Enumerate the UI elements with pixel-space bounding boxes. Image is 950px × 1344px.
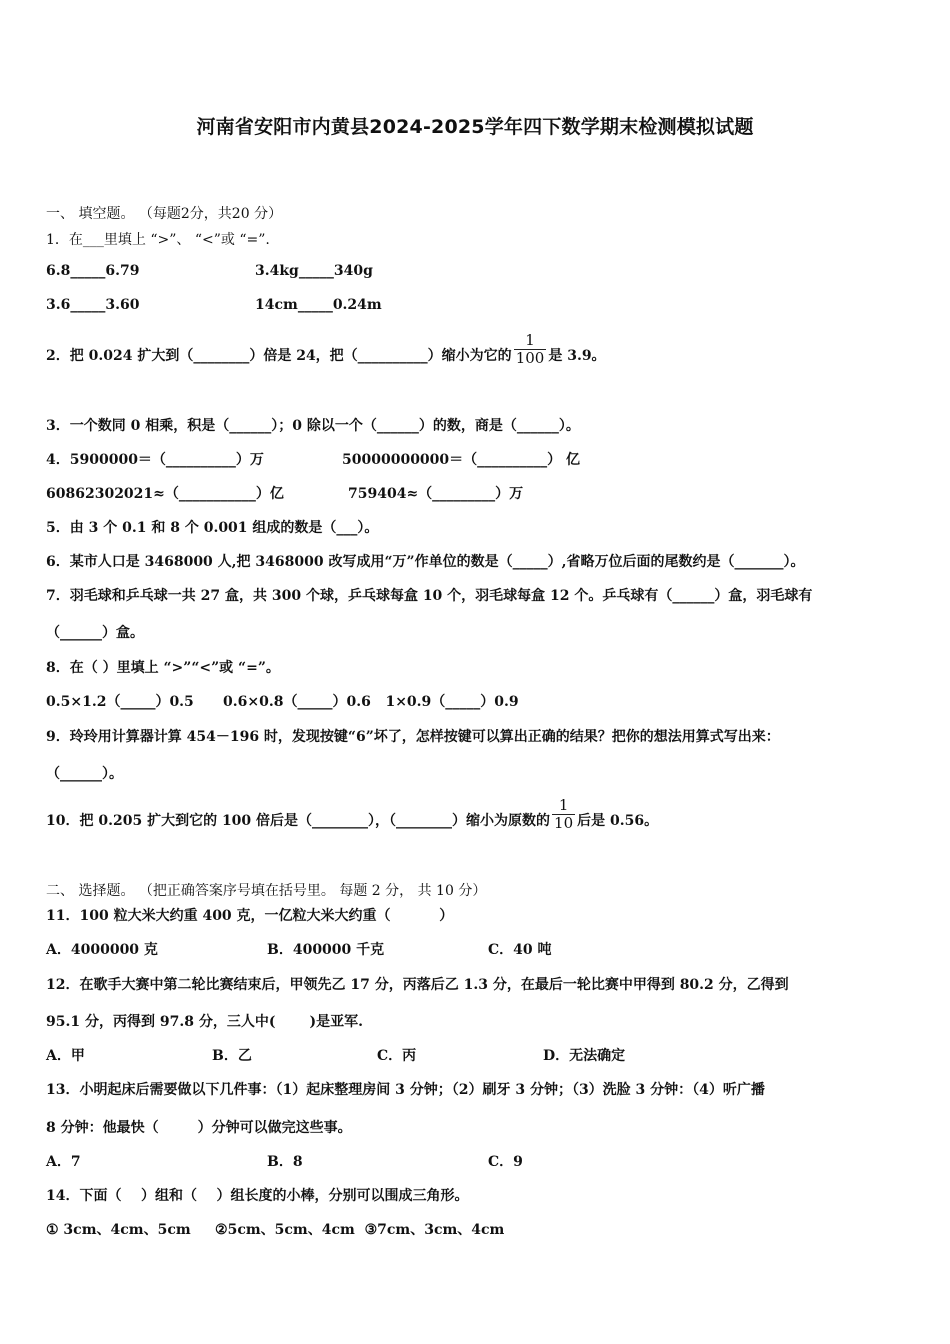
- question-4-item-a: 4．5900000＝（__________）万: [46, 452, 264, 468]
- question-4-item-b: 50000000000＝（__________） 亿: [342, 452, 581, 468]
- question-7-line-2: （______）盒。: [46, 625, 144, 641]
- question-14-stem: 14．下面（ ）组和（ ）组长度的小棒，分别可以围成三角形。: [46, 1188, 469, 1204]
- question-9-line-1: 9．玲玲用计算器计算 454－196 时，发现按键“6”坏了，怎样按键可以算出正确的结果？把你的想法用算式写出来：: [46, 729, 780, 745]
- question-5: 5．由 3 个 0.1 和 8 个 0.001 组成的数是（___）。: [46, 520, 379, 536]
- fraction-one-tenth: [552, 797, 575, 833]
- question-1-item-b: 3.4kg_____340g: [255, 263, 373, 279]
- question-11-stem: 11．100 粒大米大约重 400 克，一亿粒大米大约重（ ）: [46, 908, 454, 924]
- question-9-line-2: （______）。: [46, 766, 123, 782]
- question-11-option-b: B．400000 千克: [267, 942, 385, 958]
- question-11-option-a: A．4000000 克: [46, 942, 158, 958]
- question-6: 6．某市人口是 3468000 人,把 3468000 改写成用“万”作单位的数是（_____）,省略万位后面的尾数约是（_______）。: [46, 554, 805, 570]
- question-12-option-c: C．丙: [377, 1048, 417, 1064]
- question-7-line-1: 7．羽毛球和乒乓球一共 27 盒，共 300 个球，乒乓球每盒 10 个，羽毛球每盒 12 个。乒乓球有（______）盒，羽毛球有: [46, 588, 813, 604]
- question-8-items: 0.5×1.2（_____）0.5 0.6×0.8（_____）0.6 1×0.9（_____）0.9: [46, 694, 519, 710]
- fraction-denominator: 100: [515, 349, 545, 368]
- question-12-line-2: 95.1 分，丙得到 97.8 分，三人中( )是亚军.: [46, 1014, 364, 1030]
- question-13-option-a: A．7: [46, 1154, 81, 1170]
- fraction-numerator: 1: [558, 796, 569, 814]
- question-11-option-c: C．40 吨: [488, 942, 552, 958]
- question-4-item-d: 759404≈（_________）万: [348, 486, 524, 502]
- question-14-options: ① 3cm、4cm、5cm ②5cm、5cm、4cm ③7cm、3cm、4cm: [46, 1222, 505, 1238]
- question-13-option-b: B．8: [267, 1154, 303, 1170]
- question-1-item-a: 6.8_____6.79: [46, 263, 140, 279]
- section-heading-fill: 一、 填空题。 （每题2分，共20 分）: [46, 206, 283, 222]
- question-8-stem: 8．在（ ）里填上 “>”“<”或 “=”。: [46, 660, 280, 676]
- question-2-pre: 2．把 0.024 扩大到（________）倍是 24，把（__________）缩小为它的: [46, 347, 512, 364]
- question-12-option-a: A．甲: [46, 1048, 85, 1064]
- question-4-item-c: 60862302021≈（___________）亿: [46, 486, 284, 502]
- question-2-post: 是 3.9。: [548, 347, 606, 364]
- section-heading-choice: 二、 选择题。 （把正确答案序号填在括号里。 每题 2 分， 共 10 分）: [46, 883, 487, 899]
- fraction-one-hundredth: [514, 332, 547, 368]
- question-12-option-b: B．乙: [212, 1048, 252, 1064]
- question-3: 3．一个数同 0 相乘，积是（______）；0 除以一个（______）的数，商是（______）。: [46, 418, 580, 434]
- question-13-option-c: C．9: [488, 1154, 523, 1170]
- question-1-item-d: 14cm_____0.24m: [255, 297, 382, 313]
- question-12-option-d: D．无法确定: [543, 1048, 626, 1064]
- question-13-line-2: 8 分钟：他最快（ ）分钟可以做完这些事。: [46, 1120, 352, 1136]
- question-12-line-1: 12．在歌手大赛中第二轮比赛结束后，甲领先乙 17 分，丙落后乙 1.3 分，在最后一轮比赛中甲得到 80.2 分，乙得到: [46, 977, 789, 993]
- fraction-denominator: 10: [554, 814, 574, 833]
- question-1-item-c: 3.6_____3.60: [46, 297, 140, 313]
- question-2: [46, 331, 606, 374]
- question-10-pre: 10．把 0.205 扩大到它的 100 倍后是（________），（________）缩小为原数的: [46, 812, 551, 829]
- question-10-post: 后是 0.56。: [577, 812, 659, 829]
- fraction-numerator: 1: [525, 331, 535, 349]
- question-1-stem: 1．在___里填上 “>”、 “<”或 “=”.: [46, 232, 270, 248]
- question-13-line-1: 13．小明起床后需要做以下几件事：（1）起床整理房间 3 分钟；（2）刷牙 3 分钟；（3）洗脸 3 分钟：（4）听广播: [46, 1082, 765, 1098]
- question-10: [46, 796, 659, 839]
- page-title: 河南省安阳市内黄县2024-2025学年四下数学期末检测模拟试题: [196, 116, 754, 138]
